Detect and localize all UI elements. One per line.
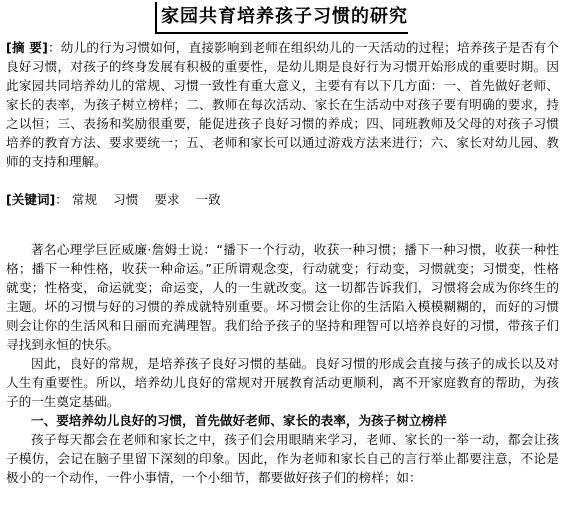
abstract-text: ：幼儿的行为习惯如何，直接影响到老师在组织幼儿的一天活动的过程；培养孩子是否有个良好习惯，对孩子的终身发展有积极的重要性，是幼儿期是良好行为习惯开始形成的重要时期。因此家园共同培养幼儿的常规、习惯一致性有重大意义，主要有有以下几方面：一、首先做好老师、家长的表率，为孩子树立榜样；二、教师在每次活动、家长在生活动中对孩子要有明确的要求，持之以恒；三、表扬和奖励很重要，能促进孩子良好习惯的养成；四、同班教师及父母的对孩子习惯培养的教育方法、要求要统一；五、老师和家长可以通过游戏方法来进行；六、家长对幼儿园、教师的支持和理解。: [6, 40, 559, 169]
keywords-label: [关键词]: [6, 192, 56, 207]
paper-title: 家园共育培养孩子习惯的研究: [155, 2, 408, 34]
body-paragraph: 著名心理学巨匠威廉·詹姆士说：“播下一个行动，收获一种习惯；播下一种习惯，收获一种性格；播下一种性格，收获一种命运。”正所谓观念变，行动就变；行动变，习惯就变；习惯变，性格就变；性格变，命运就变；命运变，人的一生就改变。这一切都告诉我们，习惯将会成为你终生的主题。坏的习惯与好的习惯的养成就特别重要。坏习惯会让你的生活陷入模模糊糊的，而好的习惯则会让你的生活风和日丽而充满理智。我们给予孩子的坚持和理智可以培养良好的习惯，带孩子们寻找到永恒的快乐。: [6, 242, 559, 352]
body-paragraph: 因此，良好的常规，是培养孩子良好习惯的基础。良好习惯的形成会直接与孩子的成长以及对人生有重要性。所以，培养幼儿良好的常规对开展教育活动更顺利，离不开家庭教育的帮助，为孩子的一生奠定基础。: [6, 356, 559, 409]
keywords-separator: ：: [55, 192, 68, 207]
keyword-item: 习惯: [113, 192, 139, 207]
section-paragraph: 孩子每天都会在老师和家长之中，孩子们会用眼睛来学习，老师、家长的一举一动，都会让孩子模仿，会记在脑子里留下深刻的印象。因此，作为老师和家长自己的言行举止都要注意，不论是极小的一个动作，一件小事情，一个小细节，都要做好孩子们的榜样；如：: [6, 432, 559, 485]
keyword-item: 一致: [195, 192, 221, 207]
keyword-item: 常规: [71, 192, 98, 207]
title-area: [0, 2, 563, 34]
section-heading: 一、要培养幼儿良好的习惯，首先做好老师、家长的表率，为孩子树立榜样: [31, 413, 447, 428]
keyword-item: 要求: [154, 192, 180, 207]
abstract-paragraph: [6, 38, 559, 171]
keywords-line: [6, 190, 559, 209]
abstract-label: [摘 要]: [6, 40, 48, 55]
